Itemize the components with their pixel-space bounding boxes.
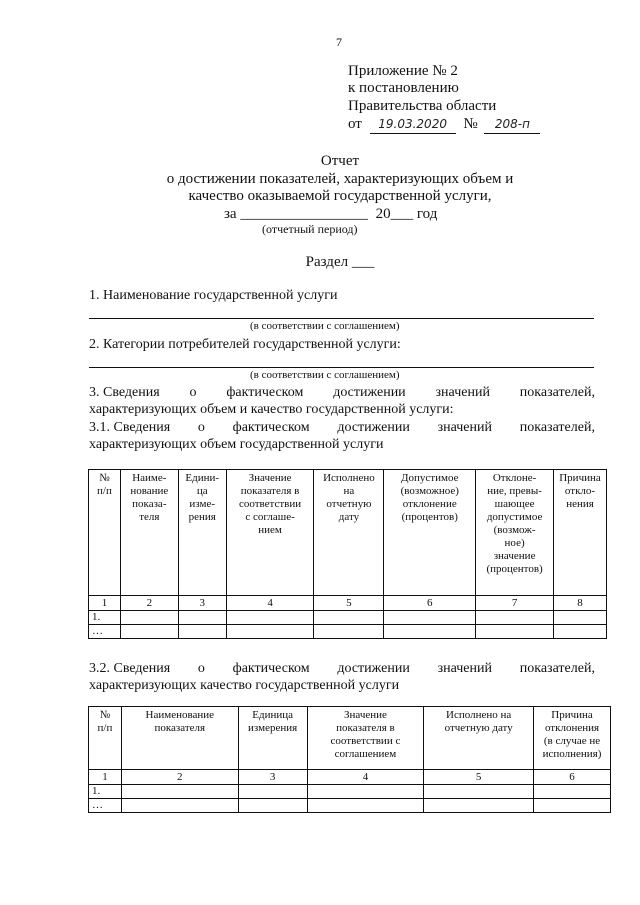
table-1-col-number: 7 — [476, 596, 554, 611]
table-number-row — [89, 596, 607, 611]
table-cell — [424, 785, 534, 799]
table-2-col-number: 5 — [424, 770, 534, 785]
table-cell: … — [89, 799, 122, 813]
table-cell — [238, 799, 307, 813]
table-1-col-number: 8 — [554, 596, 607, 611]
from-label: от — [348, 116, 362, 132]
period-blank: _________________ — [240, 206, 368, 222]
item-3-word: 3. Сведения — [89, 385, 160, 400]
appendix-date-line — [348, 115, 540, 134]
table-1-header-cell: Допустимое (возможное) отклонение (процентов) — [384, 470, 476, 596]
table-2-col-number: 1 — [89, 770, 122, 785]
table-cell — [307, 799, 424, 813]
table-1-col-number: 2 — [120, 596, 178, 611]
item-3-1-word: фактическом — [232, 420, 310, 435]
table-volume-quality — [88, 469, 607, 639]
table-row — [89, 785, 611, 799]
table-cell: 1. — [89, 611, 121, 625]
item-3-2-word: значений — [437, 661, 493, 676]
item-3-word: показателей, — [519, 385, 595, 400]
table-2-col-number: 4 — [307, 770, 424, 785]
table-header-row — [89, 470, 607, 596]
item-2-text: 2. Категории потребителей государственной услуги: — [89, 337, 401, 352]
section-line — [0, 253, 640, 271]
item-3-2-word: достижении — [337, 661, 410, 676]
table-1-header-cell: Наиме- нование показа- теля — [120, 470, 178, 596]
item-3-word: достижении — [333, 385, 406, 400]
item-3-1-line-1 — [89, 419, 595, 436]
table-2-header-cell: Исполнено на отчетную дату — [424, 707, 534, 770]
appendix-line-1: Приложение № 2 — [348, 63, 458, 79]
item-3-2-word: 3.2. Сведения — [89, 661, 171, 676]
item-2-note: (в соответствии с соглашением) — [250, 369, 400, 381]
title-line-3: качество оказываемой государственной услуги, — [188, 188, 492, 204]
table-cell — [238, 785, 307, 799]
table-1-col-number: 4 — [226, 596, 314, 611]
table-2-header-cell: Значение показателя в соответствии с соглашением — [307, 707, 424, 770]
table-row — [89, 799, 611, 813]
table-2-header-cell: Наименование показателя — [121, 707, 238, 770]
table-cell — [178, 625, 226, 639]
year-blank: ___ — [390, 206, 414, 222]
table-row — [89, 611, 607, 625]
table-cell — [314, 611, 384, 625]
number-label: № — [463, 116, 478, 132]
table-1-col-number: 1 — [89, 596, 121, 611]
item-2-underline — [89, 367, 594, 368]
page-number: 7 — [336, 35, 342, 49]
table-1-col-number: 5 — [314, 596, 384, 611]
appendix-line-2: к постановлению — [348, 80, 459, 96]
item-3-line-1 — [89, 384, 595, 401]
table-cell: 1. — [89, 785, 122, 799]
table-2-header-cell: № п/п — [89, 707, 122, 770]
appendix-line-3: Правительства области — [348, 98, 497, 114]
period-prefix: за — [224, 206, 237, 222]
table-cell — [384, 625, 476, 639]
item-3-word: фактическом — [226, 385, 304, 400]
table-1-header-cell: Значение показателя в соответствии с соглаше- нием — [226, 470, 314, 596]
table-cell — [120, 625, 178, 639]
table-header-row — [89, 707, 611, 770]
item-3-2-word: показателей, — [519, 661, 595, 676]
table-cell — [120, 611, 178, 625]
table-cell — [534, 785, 611, 799]
period-note: (отчетный период) — [262, 222, 358, 236]
table-cell — [424, 799, 534, 813]
title-period-line — [224, 205, 437, 223]
table-1-header-cell: № п/п — [89, 470, 121, 596]
item-3-line-2: характеризующих объем и качество государственной услуги: — [89, 402, 454, 417]
table-2-col-number: 2 — [121, 770, 238, 785]
table-cell — [554, 625, 607, 639]
item-3-word: о — [189, 385, 197, 400]
handwritten-date: 19.03.2020 — [378, 117, 447, 131]
title-line-1: Отчет — [320, 153, 360, 169]
item-3-word: значений — [435, 385, 490, 400]
table-row — [89, 625, 607, 639]
item-3-1-line-2: характеризующих объем государственной услуги — [89, 437, 384, 452]
table-2-header-cell: Причина отклонения (в случае не исполнения) — [534, 707, 611, 770]
item-1-underline — [89, 318, 594, 319]
item-3-1-word: о — [197, 420, 205, 435]
handwritten-number: 208-п — [494, 117, 530, 131]
item-3-2-line-2: характеризующих качество государственной услуги — [89, 678, 400, 693]
table-cell — [476, 611, 554, 625]
table-cell — [476, 625, 554, 639]
table-1-header-cell: Причина откло- нения — [554, 470, 607, 596]
table-quality — [88, 706, 611, 813]
table-1-col-number: 3 — [178, 596, 226, 611]
item-3-2-word: о — [197, 661, 205, 676]
year-suffix: год — [416, 206, 438, 222]
table-cell: … — [89, 625, 121, 639]
table-2-col-number: 6 — [534, 770, 611, 785]
item-3-2-word: фактическом — [232, 661, 310, 676]
table-number-row — [89, 770, 611, 785]
item-3-1-word: достижении — [337, 420, 410, 435]
table-cell — [314, 625, 384, 639]
table-cell — [226, 611, 314, 625]
year-prefix: 20 — [375, 206, 391, 222]
item-3-2-line-1 — [89, 660, 595, 677]
table-cell — [226, 625, 314, 639]
table-1-col-number: 6 — [384, 596, 476, 611]
table-1-header-cell: Исполнено на отчетную дату — [314, 470, 384, 596]
section-blank: ___ — [351, 254, 375, 270]
table-cell — [178, 611, 226, 625]
table-1-header-cell: Едини- ца изме- рения — [178, 470, 226, 596]
table-2-header-cell: Единица измерения — [238, 707, 307, 770]
table-cell — [121, 785, 238, 799]
table-cell — [534, 799, 611, 813]
table-cell — [307, 785, 424, 799]
table-cell — [384, 611, 476, 625]
table-2-col-number: 3 — [238, 770, 307, 785]
item-3-1-word: значений — [437, 420, 493, 435]
item-3-1-word: показателей, — [519, 420, 595, 435]
item-1-text: 1. Наименование государственной услуги — [89, 288, 338, 303]
section-label: Раздел — [305, 254, 349, 270]
table-1-header-cell: Отклоне- ние, превы- шающее допустимое (возмож- ное) значение (процентов) — [476, 470, 554, 596]
title-line-2: о достижении показателей, характеризующих объем и — [166, 171, 514, 187]
table-cell — [121, 799, 238, 813]
item-3-1-word: 3.1. Сведения — [89, 420, 171, 435]
item-1-note: (в соответствии с соглашением) — [250, 320, 400, 332]
table-cell — [554, 611, 607, 625]
